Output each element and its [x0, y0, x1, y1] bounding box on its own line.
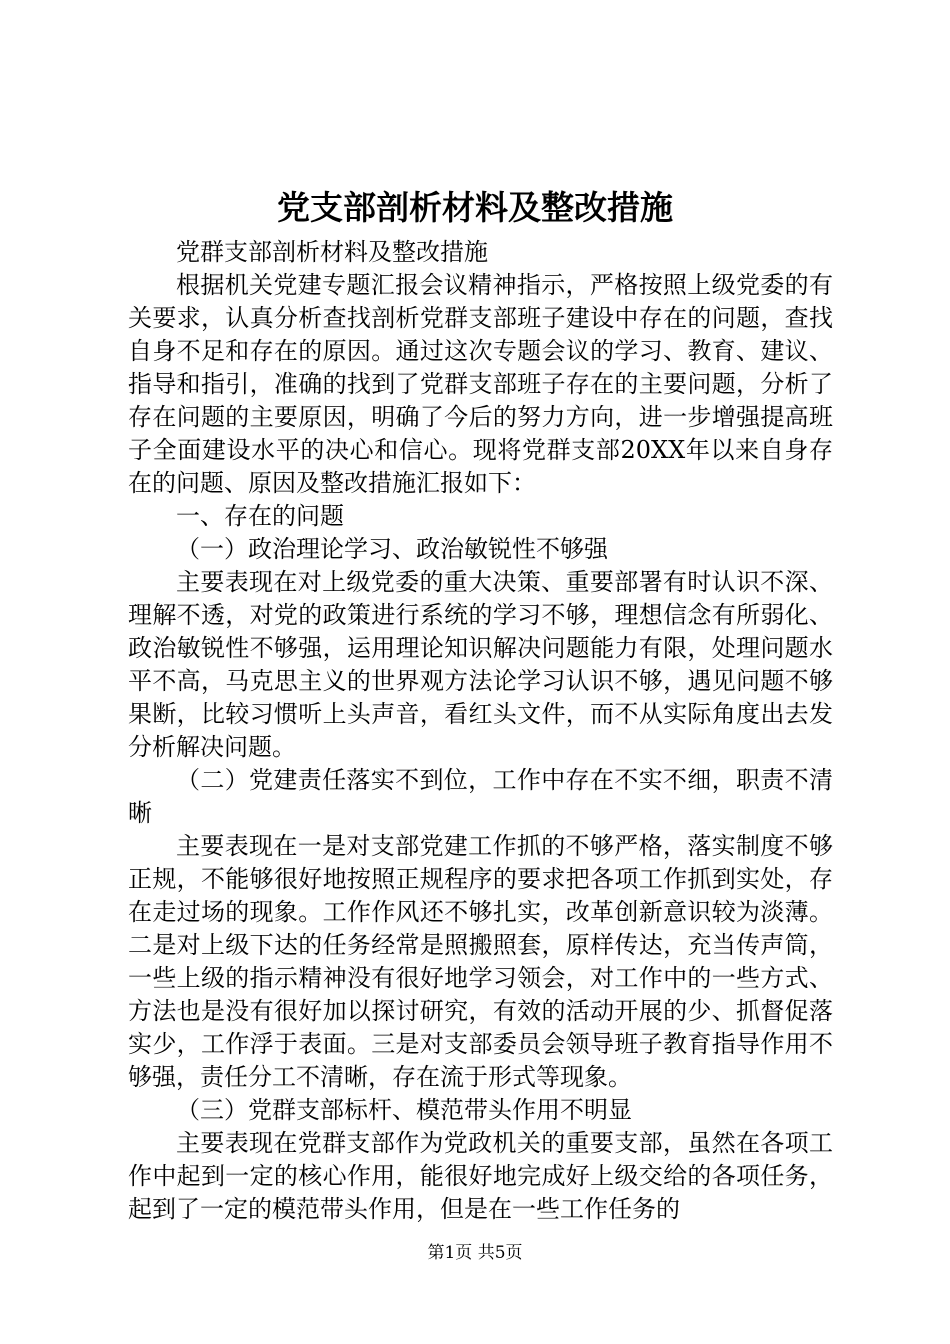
subsection-heading-1: （一）政治理论学习、政治敏锐性不够强	[176, 535, 608, 563]
document-body	[128, 236, 833, 1226]
document-subtitle: 党群支部剖析材料及整改措施	[176, 238, 488, 266]
subsection-body-2: 主要表现在一是对支部党建工作抓的不够严格，落实制度不够正规，不能够很好地按照正规程序的要求把各项工作抓到实处，存在走过场的现象。工作作风还不够扎实，改革创新意识较为淡薄。二是对上级下达的任务经常是照搬照套，原样传达，充当传声筒，一些上级的指示精神没有很好地学习领会，对工作中的一些方式、方法也是没有很好加以探讨研究，有效的活动开展的少、抓督促落实少，工作浮于表面。三是对支部委员会领导班子教育指导作用不够强，责任分工不清晰，存在流于形式等现象。	[128, 832, 833, 1091]
page-footer: 第1页 共5页	[427, 1243, 523, 1263]
subsection-heading-2: （二）党建责任落实不到位，工作中存在不实不细，职责不清晰	[128, 766, 833, 827]
document-title: 党支部剖析材料及整改措施	[277, 188, 673, 227]
subsection-body-1: 主要表现在对上级党委的重大决策、重要部署有时认识不深、理解不透，对党的政策进行系统的学习不够，理想信念有所弱化、政治敏锐性不够强，运用理论知识解决问题能力有限，处理问题水平不高，马克思主义的世界观方法论学习认识不够，遇见问题不够果断，比较习惯听上头声音，看红头文件，而不从实际角度出去发分析解决问题。	[128, 568, 833, 761]
section-heading-problems: 一、存在的问题	[176, 502, 344, 530]
subsection-body-3: 主要表现在党群支部作为党政机关的重要支部，虽然在各项工作中起到一定的核心作用，能很好地完成好上级交给的各项任务，起到了一定的模范带头作用，但是在一些工作任务的	[128, 1129, 833, 1223]
intro-paragraph: 根据机关党建专题汇报会议精神指示，严格按照上级党委的有关要求，认真分析查找剖析党群支部班子建设中存在的问题，查找自身不足和存在的原因。通过这次专题会议的学习、教育、建议、指导和指引，准确的找到了党群支部班子存在的主要问题，分析了存在问题的主要原因，明确了今后的努力方向，进一步增强提高班子全面建设水平的决心和信心。现将党群支部20XX年以来自身存在的问题、原因及整改措施汇报如下：	[128, 271, 833, 497]
subsection-heading-3: （三）党群支部标杆、模范带头作用不明显	[176, 1096, 632, 1124]
